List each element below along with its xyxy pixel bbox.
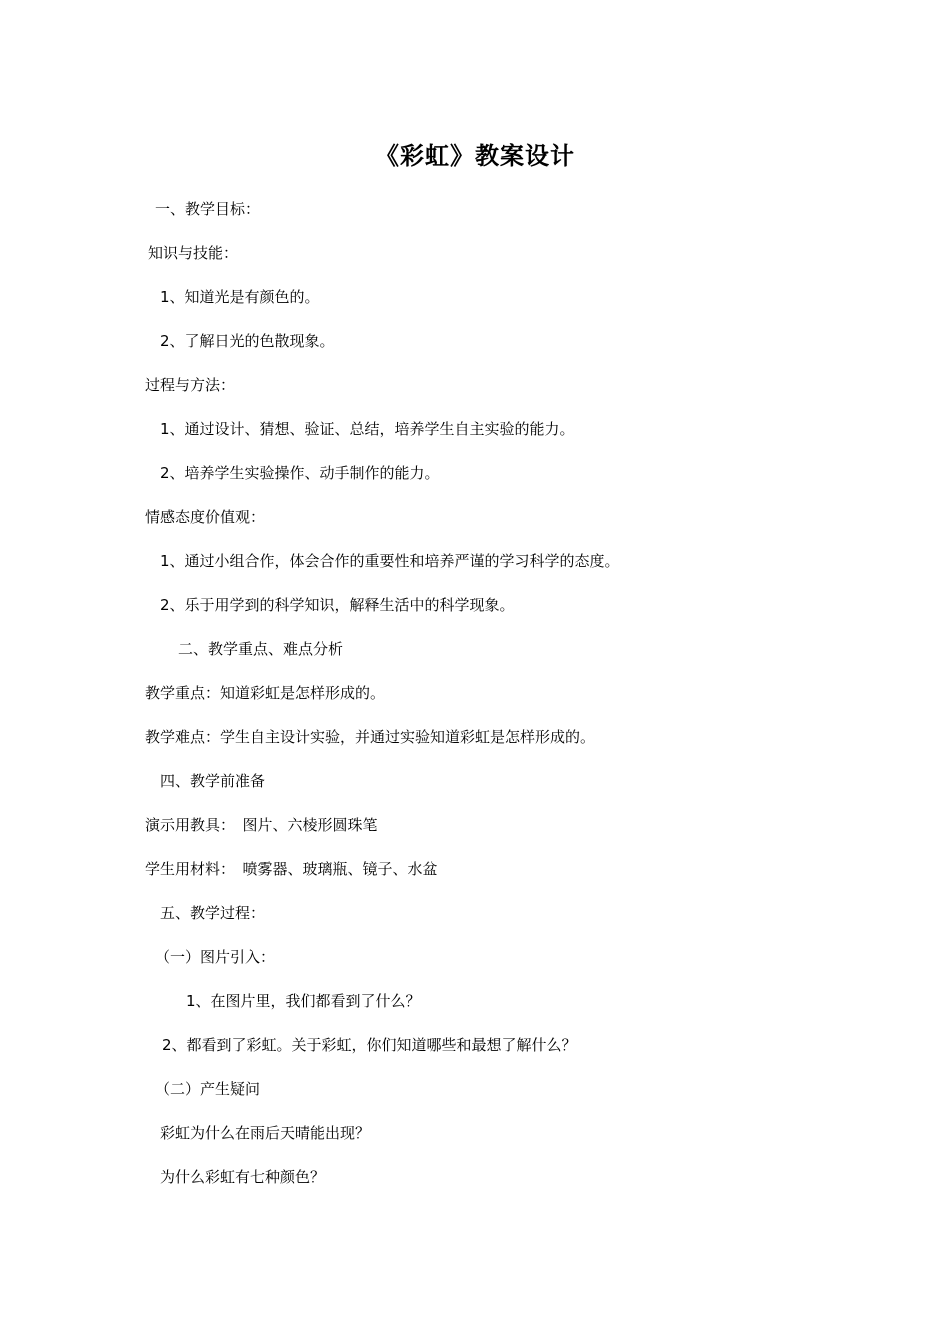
section-heading-preparation: 四、教学前准备 [160,772,266,790]
subsection-heading: （一）图片引入： [155,948,276,966]
list-item: 2、乐于用学到的科学知识，解释生活中的科学现象。 [160,596,515,614]
list-item: 1、通过小组合作，体会合作的重要性和培养严谨的学习科学的态度。 [160,552,620,570]
demo-materials-text: 演示用教具： 图片、六棱形圆珠笔 [145,816,378,834]
difficult-point-text: 教学难点：学生自主设计实验，并通过实验知道彩虹是怎样形成的。 [145,728,596,746]
list-item: 1、通过设计、猜想、验证、总结，培养学生自主实验的能力。 [160,420,575,438]
subsection-heading: （二）产生疑问 [155,1080,261,1098]
section-heading-key-points: 二、教学重点、难点分析 [178,640,344,658]
question-text: 为什么彩虹有七种颜色？ [160,1168,326,1186]
subheading-values: 情感态度价值观： [145,508,266,526]
list-item: 2、都看到了彩虹。关于彩虹，你们知道哪些和最想了解什么？ [162,1036,577,1054]
list-item: 1、在图片里，我们都看到了什么？ [186,992,421,1010]
list-item: 1、知道光是有颜色的。 [160,288,320,306]
section-heading-process: 五、教学过程： [160,904,266,922]
list-item: 2、培养学生实验操作、动手制作的能力。 [160,464,440,482]
key-point-text: 教学重点：知道彩虹是怎样形成的。 [145,684,386,702]
subheading-process-methods: 过程与方法： [145,376,236,394]
section-heading-objectives: 一、教学目标： [155,200,261,218]
document-title: 《彩虹》教案设计 [375,142,575,170]
subheading-knowledge-skills: 知识与技能： [148,244,239,262]
list-item: 2、了解日光的色散现象。 [160,332,335,350]
student-materials-text: 学生用材料： 喷雾器、玻璃瓶、镜子、水盆 [145,860,438,878]
question-text: 彩虹为什么在雨后天晴能出现？ [160,1124,371,1142]
